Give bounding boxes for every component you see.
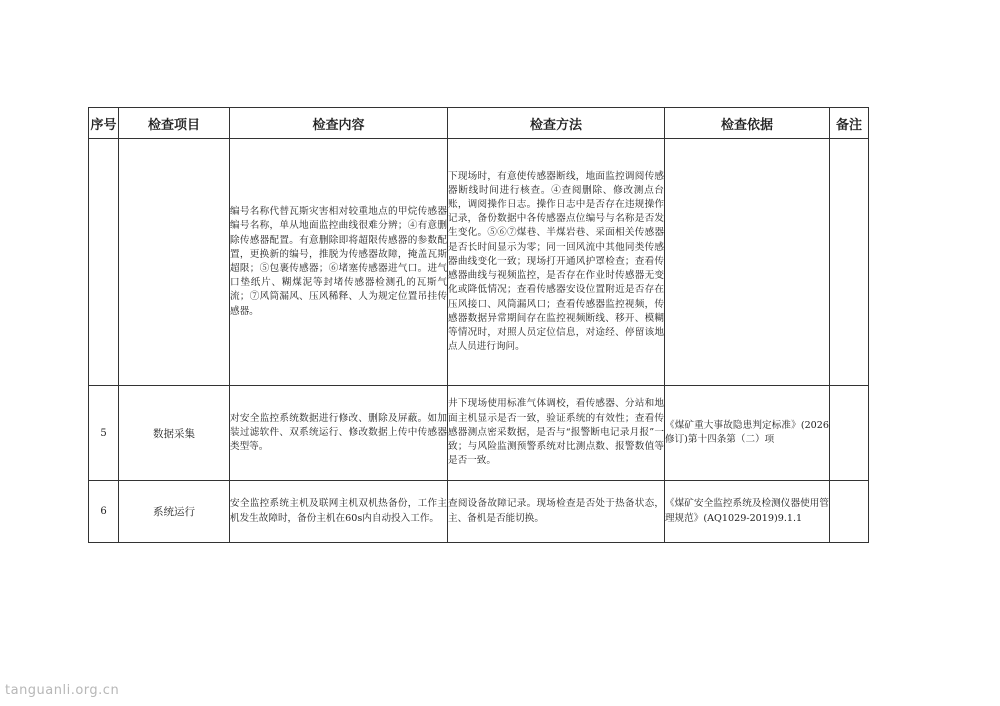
row-content: 安全监控系统主机及联网主机双机热备份，工作主机发生故障时，备份主机在60s内自动投入工作。 (230, 481, 448, 543)
row-item: 系统运行 (119, 481, 230, 543)
row-method: 查阅设备故障记录。现场检查是否处于热备状态，主、备机是否能切换。 (448, 481, 665, 543)
row-basis (665, 139, 830, 386)
row-note (830, 386, 869, 481)
table-row (89, 481, 869, 543)
row-content: 对安全监控系统数据进行修改、删除及屏蔽。如加装过滤软件、双系统运行、修改数据上传中传感器类型等。 (230, 386, 448, 481)
row-content: 编号名称代替瓦斯灾害相对较重地点的甲烷传感器编号名称，单从地面监控曲线很难分辨；④有意删除传感器配置。有意删除即将超限传感器的参数配置，更换新的编号，推脱为传感器故障，掩盖瓦斯超限；⑤包裹传感器；⑥堵塞传感器进气口。进气口垫纸片、糊煤泥等封堵传感器检测孔的瓦斯气流；⑦风筒漏风、压风稀释、人为规定位置吊挂传感器。 (230, 139, 448, 386)
watermark-text: tanguanli.org.cn (5, 683, 120, 698)
row-note (830, 139, 869, 386)
row-basis: 《煤矿安全监控系统及检测仪器使用管理规范》(AQ1029-2019)9.1.1 (665, 481, 830, 543)
inspection-table (88, 107, 869, 543)
row-seq (89, 139, 119, 386)
row-seq: 6 (89, 481, 119, 543)
header-content: 检查内容 (230, 108, 448, 139)
row-item: 数据采集 (119, 386, 230, 481)
row-note (830, 481, 869, 543)
header-note: 备注 (830, 108, 869, 139)
header-method: 检查方法 (448, 108, 665, 139)
header-seq: 序号 (89, 108, 119, 139)
header-item: 检查项目 (119, 108, 230, 139)
row-method: 井下现场使用标准气体调校，看传感器、分站和地面主机显示是否一致，验证系统的有效性；查看传感器测点密采数据，是否与“报警断电记录月报”一致；与风险监测预警系统对比测点数、报警数值等是否一致。 (448, 386, 665, 481)
table-row (89, 139, 869, 386)
row-item (119, 139, 230, 386)
row-method: 下现场时，有意使传感器断线，地面监控调阅传感器断线时间进行核查。④查阅删除、修改测点台账，调阅操作日志。操作日志中是否存在违规操作记录，备份数据中各传感器点位编号与名称是否发生变化。⑤⑥⑦煤巷、半煤岩巷、采面相关传感器是否长时间显示为零；同一回风流中其他同类传感器曲线变化一致；现场打开通风护罩检查；查看传感器曲线与视频监控，是否存在作业时传感器无变化或降低情况；查看传感器安设位置附近是否存在压风接口、风筒漏风口；查看传感器监控视频，传感器数据异常期间存在监控视频断线、移开、模糊等情况时，对照人员定位信息，对途经、停留该地点人员进行询问。 (448, 139, 665, 386)
table-row (89, 386, 869, 481)
header-row (89, 108, 869, 139)
header-basis: 检查依据 (665, 108, 830, 139)
row-seq: 5 (89, 386, 119, 481)
row-basis: 《煤矿重大事故隐患判定标准》(2026修订)第十四条第（二）项 (665, 386, 830, 481)
